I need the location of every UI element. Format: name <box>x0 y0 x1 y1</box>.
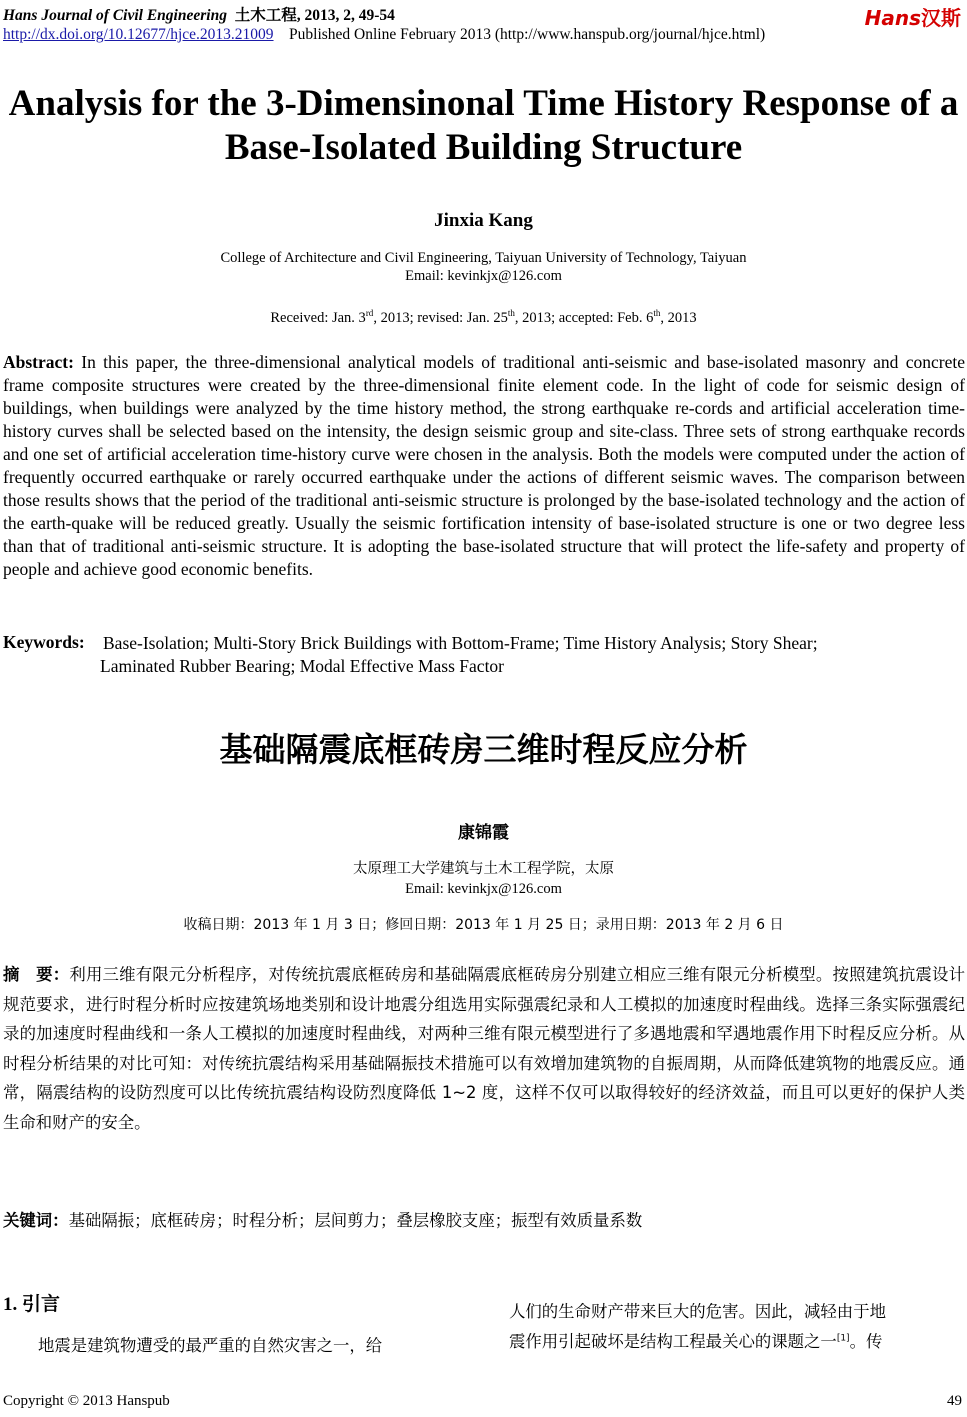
abstract-cn <box>3 960 965 1137</box>
hans-logo <box>865 2 961 31</box>
logo-text-cn: 汉斯 <box>921 6 961 30</box>
received-sup: rd <box>365 308 374 319</box>
copyright: Copyright © 2013 Hanspub <box>3 1393 170 1409</box>
revised-sup: th <box>507 308 515 319</box>
title-en-line1: Analysis for the 3-Dimensinonal Time History Response of a <box>8 83 959 124</box>
accepted-sup: th <box>653 308 661 319</box>
author-en: Jinxia Kang <box>434 210 533 231</box>
keywords-cn-text: 基础隔振；底框砖房；时程分析；层间剪力；叠层橡胶支座；振型有效质量系数 <box>68 1211 643 1230</box>
right-tail: 。传 <box>849 1331 883 1351</box>
affiliation-cn <box>0 859 967 899</box>
revised-date: , 2013; revised: Jan. 25 <box>373 310 508 326</box>
abstract-text: In this paper, the three-dimensional analytical models of traditional anti-seismic and base-isolated masonry and concrete frame composite structures were created by the three-dimensional finite element code. In the light of code for seismic design of buildings, when buildings were analyzed by the time history method, the strong earthquake re-cords and artificial acceleration time-history curves shall be selected based on the intensity, the design seismic group and site-class. Three sets of strong earthquake records and one set of artificial acceleration time-history curve were chosen in the analysis. Both the models were computed under the action of frequently occurred earthquake or rarely occurred earthquake under the actions of different seismic waves. The comparison between those results shows that the period of the traditional anti-seismic structure is prolonged by the base-isolated technology and the action of the earth-quake will be reduced greatly. Usually the seismic fortification intensity of base-isolated structure is one or two degree less than that of traditional anti-seismic structure. It is adopting the base-isolated structure that will protect the life-safety and property of people and achieve good economic benefits. <box>3 352 965 579</box>
email-cn: Email: kevinkjx@126.com <box>405 881 562 897</box>
keywords-label: Keywords: <box>3 632 85 652</box>
received-date: Received: Jan. 3 <box>270 310 366 326</box>
keywords-cn <box>3 1207 642 1231</box>
dates-tail: , 2013 <box>660 310 697 326</box>
affiliation-en-line1: College of Architecture and Civil Engineering, Taiyuan University of Technology, Taiyuan <box>220 250 747 266</box>
journal-volume: , 2013, 2, 49-54 <box>296 7 395 24</box>
abstract-cn-text: 利用三维有限元分析程序，对传统抗震底框砖房和基础隔震底框砖房分别建立相应三维有限元分析模型。按照建筑抗震设计规范要求，进行时程分析时应按建筑场地类别和设计地震分组选用实际强震纪录和人工模拟的加速度时程曲线。选择三条实际强震纪录的加速度时程曲线和一条人工模拟的加速度时程曲线，对两种三维有限元模型进行了多遇地震和罕遇地震作用下时程反应分析。从时程分析结果的对比可知：对传统抗震结构采用基础隔振技术措施可以有效增加建筑物的自振周期，从而降低建筑物的地震反应。通常，隔震结构的设防烈度可以比传统抗震结构设防烈度降低 1~2 度，这样不仅可以取得较好的经济效益，而且可以更好的保护人类生命和财产的安全。 <box>3 965 965 1132</box>
affiliation-cn-line1: 太原理工大学建筑与土木工程学院，太原 <box>353 861 614 877</box>
journal-header <box>3 3 395 25</box>
doi-line <box>3 26 765 44</box>
section-title: 引言 <box>22 1293 61 1315</box>
email-en: Email: kevinkjx@126.com <box>405 268 562 284</box>
journal-name-en: Hans Journal of Civil Engineering <box>3 7 227 24</box>
abstract-label: Abstract: <box>3 352 74 372</box>
logo-text-en: Hans <box>864 6 921 30</box>
section-heading <box>3 1289 60 1316</box>
accepted-date: , 2013; accepted: Feb. 6 <box>514 310 654 326</box>
right-line2: 震作用引起破坏是结构工程最关心的课题之一 <box>509 1331 837 1351</box>
paper-title-en <box>0 82 967 170</box>
keywords-cn-label: 关键词： <box>3 1211 69 1230</box>
dates-en <box>0 310 967 327</box>
keywords-line1: Base-Isolation; Multi-Story Brick Buildings with Bottom-Frame; Time History Analysis; Story Shear; <box>103 633 818 653</box>
body-left-column: 地震是建筑物遭受的最严重的自然灾害之一，给 <box>38 1336 383 1355</box>
dates-cn: 收稿日期：2013 年 1 月 3 日；修回日期：2013 年 1 月 25 日；录用日期：2013 年 2 月 6 日 <box>183 917 784 933</box>
abstract-en <box>3 351 965 581</box>
body-right-column <box>509 1297 964 1356</box>
keywords-line2: Laminated Rubber Bearing; Modal Effective Mass Factor <box>100 656 505 676</box>
published-online: Published Online February 2013 (http://www.hanspub.org/journal/hjce.html) <box>289 26 766 43</box>
citation-ref[interactable]: [1] <box>836 1333 850 1344</box>
section-number: 1. <box>3 1294 22 1315</box>
page-number: 49 <box>947 1393 962 1409</box>
journal-name-cn: 土木工程 <box>234 7 297 24</box>
abstract-cn-label: 摘 要： <box>3 965 70 984</box>
doi-link[interactable]: http://dx.doi.org/10.12677/hjce.2013.21009 <box>3 26 274 43</box>
title-en-line2: Base-Isolated Building Structure <box>224 127 743 168</box>
paper-title-cn: 基础隔震底框砖房三维时程反应分析 <box>219 730 748 769</box>
right-line1: 人们的生命财产带来巨大的危害。因此，减轻由于地 <box>509 1302 886 1321</box>
affiliation-en <box>0 249 967 285</box>
author-cn: 康锦霞 <box>458 823 509 843</box>
